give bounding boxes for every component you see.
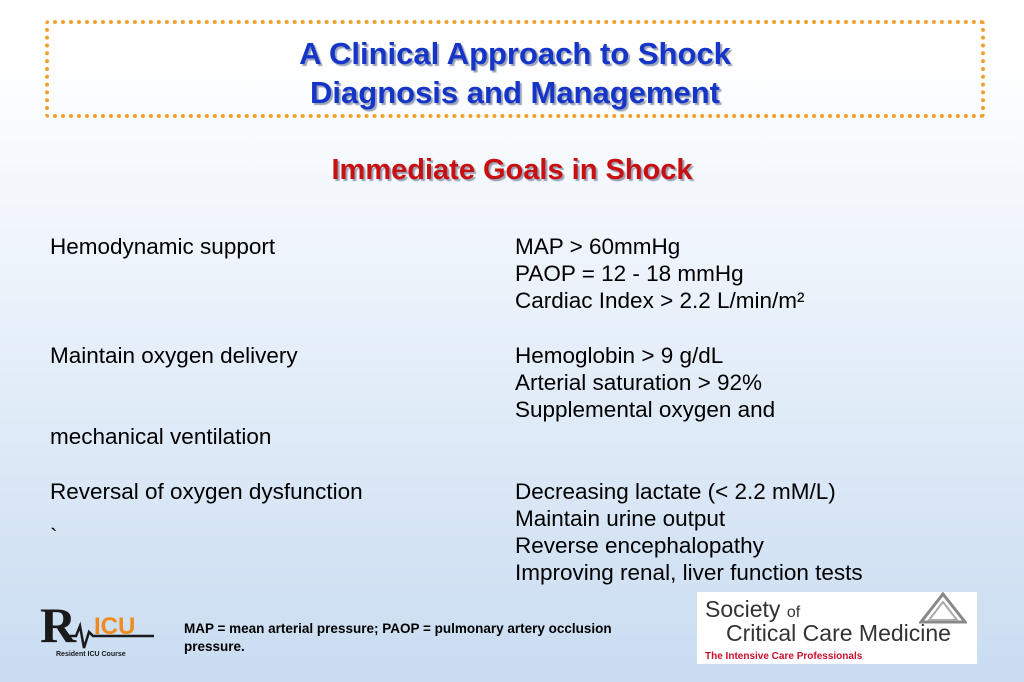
goal-cardiac-index: Cardiac Index > 2.2 L/min/m² [515,288,805,313]
footnote: MAP = mean arterial pressure; PAOP = pulmonary artery occlusion pressure. [184,621,612,654]
section-label-oxygen-delivery: Maintain oxygen delivery [50,343,298,368]
section-label-oxygen-dysfunction: Reversal of oxygen dysfunction [50,479,363,504]
goal-encephalopathy: Reverse encephalopathy [515,533,764,558]
svg-text:R: R [40,597,77,653]
goal-paop: PAOP = 12 - 18 mmHg [515,261,744,286]
title-box [45,20,985,118]
goal-renal-liver: Improving renal, liver function tests [515,560,863,585]
goal-hemoglobin: Hemoglobin > 9 g/dL [515,343,724,368]
sccm-tagline: The Intensive Care Professionals [705,651,863,662]
goal-lactate: Decreasing lactate (< 2.2 mM/L) [515,479,836,504]
goal-map: MAP > 60mmHg [515,234,681,259]
goal-urine-output: Maintain urine output [515,506,726,531]
subtitle: Immediate Goals in Shock [331,154,693,186]
ricu-logo [36,596,161,662]
goal-supplemental-oxygen: Supplemental oxygen and [515,397,776,422]
title-line-1: A Clinical Approach to Shock [299,36,731,71]
sccm-logo [697,592,977,664]
sccm-triangle-icon [919,592,967,624]
svg-text:ICU: ICU [94,613,136,640]
title-line-2: Diagnosis and Management [310,75,720,110]
goal-arterial-saturation: Arterial saturation > 92% [515,370,763,395]
stray-mark: ` [50,524,58,549]
section-label-hemodynamic: Hemodynamic support [50,234,276,259]
sccm-name: Critical Care Medicine [726,620,951,646]
goal-continuation: mechanical ventilation [50,424,272,449]
ricu-caption: Resident ICU Course [56,651,126,658]
sccm-society: Society of [705,596,801,622]
